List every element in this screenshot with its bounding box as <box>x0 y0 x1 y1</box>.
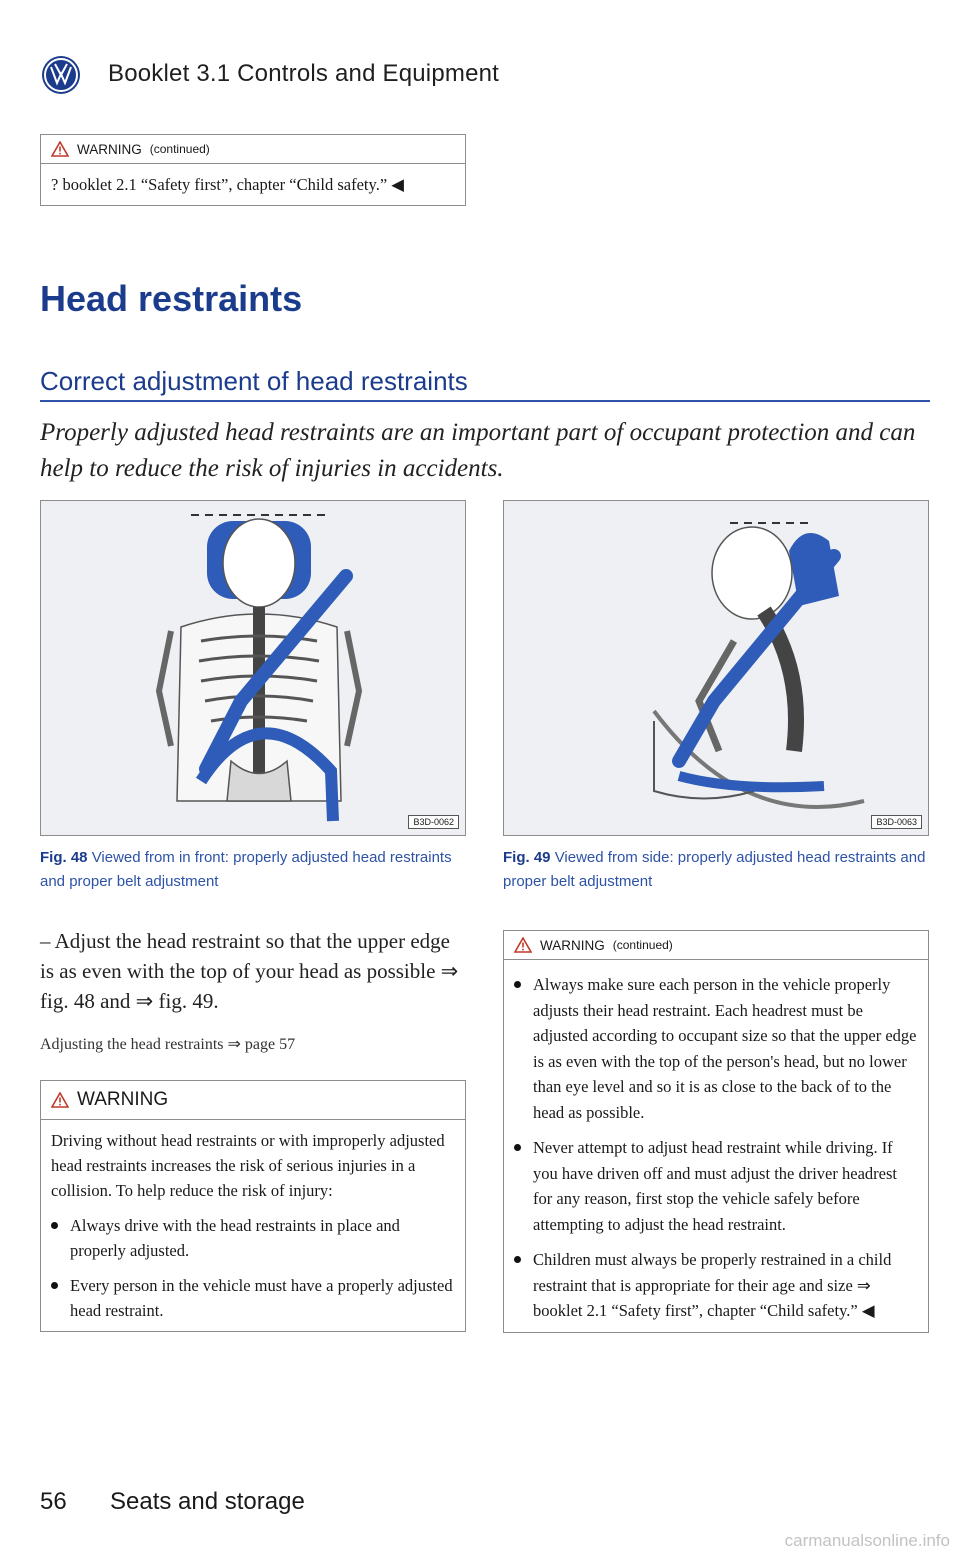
warning-right-bullet-text: Always make sure each person in the vehicle properly adjusts their head restraint. Each headrest must be adjusted according to occupant size so that the upper edge is as even with the top of the person's head, but no lower than eye level and so it is as close to the back of to the head as possible. <box>533 975 917 1122</box>
warning-main-body <box>41 1120 465 1331</box>
cross-reference: Adjusting the head restraints ⇒ page 57 <box>40 1036 296 1053</box>
warning-right-bullet-text: Children must always be properly restrained in a child restraint that is appropriate for their age and size ⇒ booklet 2.1 “Safety first”, chapter “Child safety.” ◀ <box>533 1250 892 1320</box>
watermark: carmanualsonline.info <box>784 1531 950 1550</box>
figure-49-code: B3D-0063 <box>871 815 922 829</box>
warning-triangle-icon <box>514 937 532 953</box>
warning-text: ? booklet 2.1 “Safety first”, chapter “Child safety.” ◀ <box>51 175 404 194</box>
figure-48-caption <box>40 846 464 894</box>
warning-triangle-icon <box>51 1092 69 1108</box>
bullet-icon <box>51 1282 58 1289</box>
warning-main-header <box>41 1081 465 1120</box>
figure-48-caption-text: Viewed from in front: properly adjusted head restraints and proper belt adjustment <box>40 849 452 890</box>
figure-48-front-view <box>40 500 466 836</box>
warning-right-bullet-text: Never attempt to adjust head restraint while driving. If you have driven off and must adjust the driver headrest for any reason, first stop the vehicle safely before attempting to adjust the head restraint. <box>533 1138 897 1234</box>
warning-right-label: WARNING <box>540 937 605 953</box>
bullet-icon <box>51 1222 58 1229</box>
figure-48-code: B3D-0062 <box>408 815 459 829</box>
warning-right-body <box>504 960 928 1332</box>
warning-right-continued-label: (continued) <box>612 938 673 952</box>
vw-logo <box>42 56 80 94</box>
warning-right-box <box>503 930 929 1333</box>
footer-section-title: Seats and storage <box>110 1488 305 1515</box>
skeleton-side-illustration <box>504 501 928 835</box>
warning-main-label: WARNING <box>77 1089 169 1110</box>
warning-right-bullet <box>514 972 918 1125</box>
figure-49-side-view <box>503 500 929 836</box>
warning-continued-label: (continued) <box>149 142 210 156</box>
section-title: Head restraints <box>40 278 303 319</box>
warning-main-bullet <box>51 1213 455 1263</box>
figure-49-number: Fig. 49 <box>503 849 551 866</box>
bullet-icon <box>514 1256 521 1263</box>
warning-main-bullet <box>51 1273 455 1323</box>
warning-main-box <box>40 1080 466 1332</box>
bullet-icon <box>514 981 521 988</box>
intro-text: Properly adjusted head restraints are an important part of occupant protection and can help to reduce the risk of injuries in accidents. <box>40 419 916 482</box>
warning-continued-box <box>40 134 466 206</box>
figure-49-caption <box>503 846 927 894</box>
subsection-rule <box>40 400 930 402</box>
booklet-header: Booklet 3.1 Controls and Equipment <box>108 60 500 87</box>
warning-triangle-icon <box>51 141 69 157</box>
warning-label: WARNING <box>77 141 142 157</box>
figure-49-caption-text: Viewed from side: properly adjusted head restraints and proper belt adjustment <box>503 849 926 890</box>
bullet-icon <box>514 1144 521 1151</box>
page-number: 56 <box>40 1488 67 1515</box>
skeleton-front-illustration <box>41 501 465 835</box>
warning-right-header <box>504 931 928 960</box>
warning-header <box>41 135 465 164</box>
warning-main-text: Driving without head restraints or with improperly adjusted head restraints increases the risk of serious injuries in a collision. To help reduce the risk of injury: <box>51 1131 445 1200</box>
warning-right-bullet <box>514 1247 918 1324</box>
instruction-step: – Adjust the head restraint so that the upper edge is as even with the top of your head as possible ⇒ fig. 48 and ⇒ fig. 49. <box>40 929 459 1013</box>
figure-48-number: Fig. 48 <box>40 849 88 866</box>
warning-main-bullet-text: Always drive with the head restraints in place and properly adjusted. <box>70 1216 400 1260</box>
warning-main-bullet-text: Every person in the vehicle must have a properly adjusted head restraint. <box>70 1276 453 1320</box>
warning-right-bullet <box>514 1135 918 1237</box>
subsection-title: Correct adjustment of head restraints <box>40 366 468 396</box>
